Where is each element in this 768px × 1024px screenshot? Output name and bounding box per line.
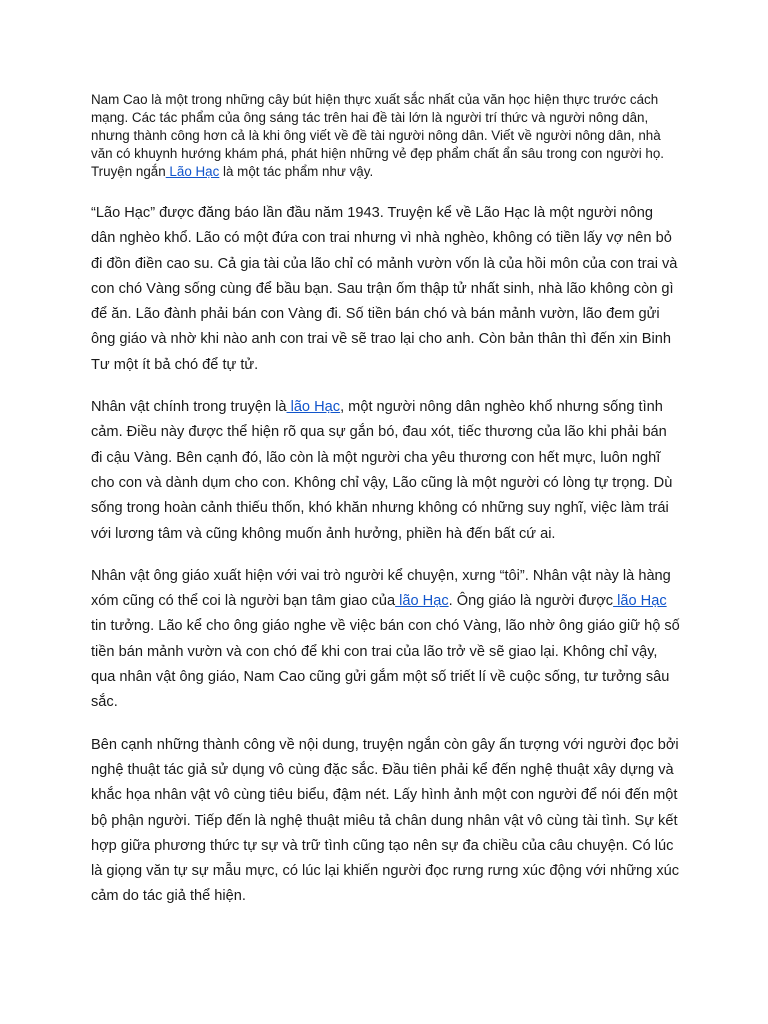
intro-text-2: là một tác phẩm như vậy.	[219, 164, 374, 179]
paragraph-ong-giao	[91, 564, 681, 716]
lao-hac-link-intro[interactable]: Lão Hạc	[165, 164, 220, 179]
lao-hac-link-ong-giao-2[interactable]: lão Hạc	[613, 593, 667, 610]
ong-giao-text-3: tin tưởng. Lão kể cho ông giáo nghe về việc bán con chó Vàng, lão nhờ ông giáo giữ hộ số tiền bán mảnh vườn và con chó để khi con trai của lão trở về sẽ giao lại. Không chỉ vậy, qua nhân vật ông giáo, Nam Cao cũng gửi gắm một số triết lí về cuộc sống, tư tưởng sâu sắc.	[91, 618, 680, 711]
paragraph-art	[91, 733, 681, 910]
art-text: Bên cạnh những thành công về nội dung, truyện ngắn còn gây ấn tượng với người đọc bởi nghệ thuật tác giả sử dụng vô cùng đặc sắc. Đầu tiên phải kể đến nghệ thuật xây dựng và khắc họa nhân vật vô cùng tiêu biểu, đậm nét. Lấy hình ảnh một con người để nói đến một bộ phận người. Tiếp đến là nghệ thuật miêu tả chân dung nhân vật vô cùng tài tình. Sự kết hợp giữa phương thức tự sự và trữ tình cũng tạo nên sự đa chiều của câu chuyện. Có lúc là giọng văn tự sự mẫu mực, có lúc lại khiến người đọc rưng rưng xúc động với những xúc cảm do tác giả thể hiện.	[91, 736, 680, 905]
main-character-text-1: Nhân vật chính trong truyện là	[91, 399, 287, 416]
summary-text: “Lão Hạc” được đăng báo lần đầu năm 1943. Truyện kể về Lão Hạc là một người nông dân nghèo khổ. Lão có một đứa con trai nhưng vì nhà nghèo, không có tiền lấy vợ nên bỏ đi đồn điền cao su. Cả gia tài của lão chỉ có mảnh vườn vốn là của hồi môn của con trai và con chó Vàng sống cùng để bầu bạn. Sau trận ốm thập tử nhất sinh, nhà lão không còn gì để ăn. Lão đành phải bán con Vàng đi. Số tiền bán chó và bán mảnh vườn, lão đem gửi ông giáo và nhờ khi nào anh con trai về sẽ trao lại cho anh. Còn bản thân thì đến xin Binh Tư một ít bả chó để tự tử.	[91, 205, 678, 373]
main-character-text-2: , một người nông dân nghèo khổ nhưng sống tình cảm. Điều này được thể hiện rõ qua sự gắn bó, đau xót, tiếc thương của lão khi phải bán đi cậu Vàng. Bên cạnh đó, lão còn là một người cha yêu thương con hết mực, luôn nghĩ cho con và dành dụm cho con. Không chỉ vậy, Lão cũng là một người có lòng tự trọng. Dù sống trong hoàn cảnh thiếu thốn, khó khăn nhưng không có những suy nghĩ, việc làm trái với lương tâm và cũng không muốn ảnh hưởng, phiền hà đến bất cứ ai.	[91, 399, 673, 542]
document-page	[91, 91, 681, 927]
lao-hac-link-main-character[interactable]: lão Hạc	[286, 399, 341, 416]
paragraph-summary	[91, 201, 681, 378]
ong-giao-text-2: . Ông giáo là người được	[448, 593, 614, 610]
intro-paragraph	[91, 91, 681, 181]
lao-hac-link-ong-giao-1[interactable]: lão Hạc	[395, 593, 449, 610]
intro-text-1: Nam Cao là một trong những cây bút hiện thực xuất sắc nhất của văn học hiện thực trước cách mạng. Các tác phẩm của ông sáng tác trên hai đề tài lớn là người trí thức và người nông dân, nhưng thành công hơn cả là khi ông viết về đề tài người nông dân. Viết về người nông dân, nhà văn có khuynh hướng khám phá, phát hiện những vẻ đẹp phẩm chất ẩn sâu trong con người họ. Truyện ngắn	[91, 92, 665, 179]
paragraph-main-character	[91, 395, 681, 547]
ong-giao-text-1: Nhân vật ông giáo xuất hiện với vai trò người kể chuyện, xưng “tôi”. Nhân vật này là hàng xóm cũng có thể coi là người bạn tâm giao của	[91, 567, 671, 610]
